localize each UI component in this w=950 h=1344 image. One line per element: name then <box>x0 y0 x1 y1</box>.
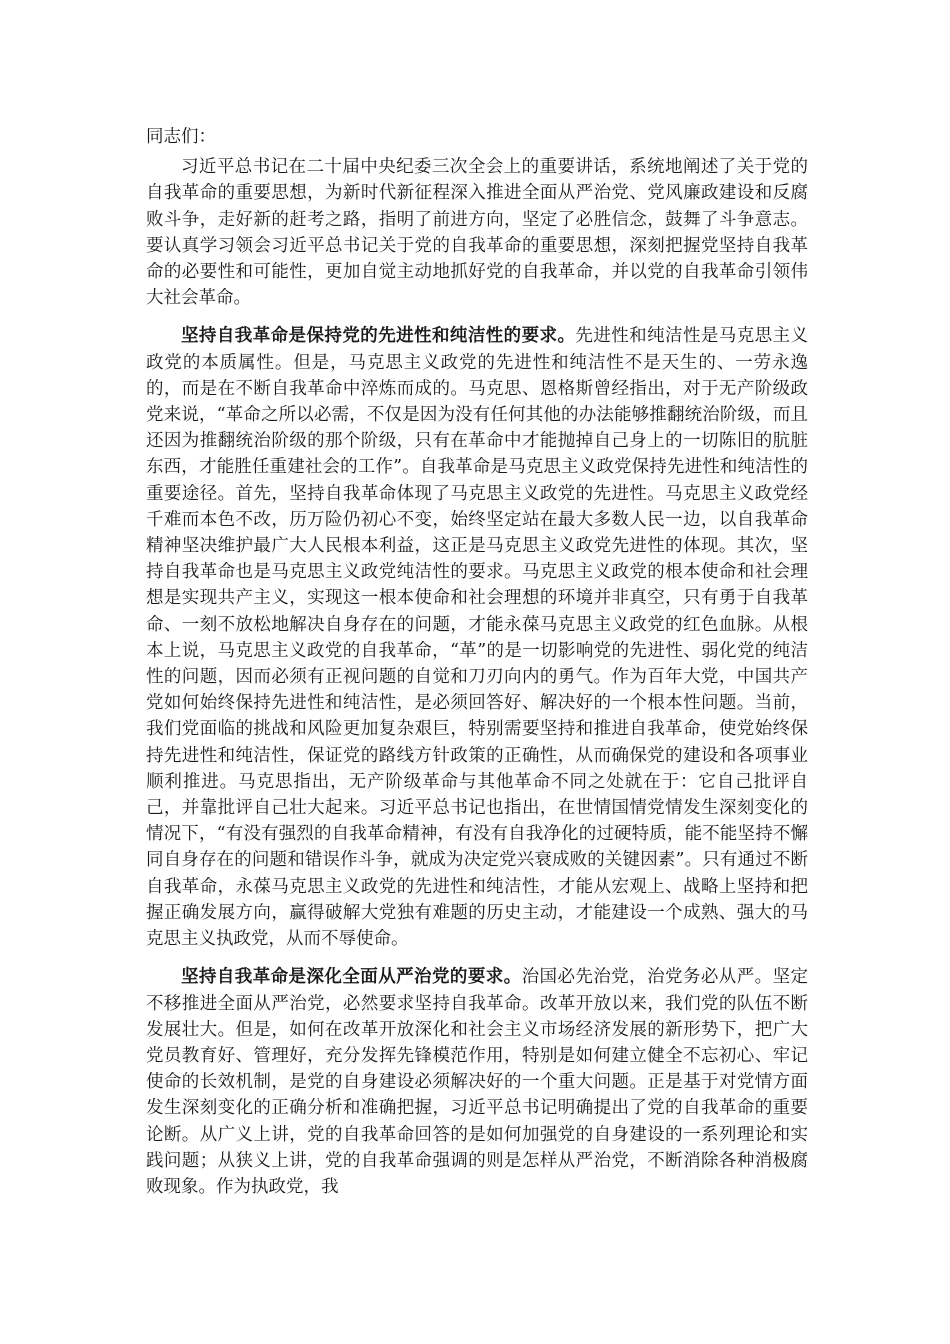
paragraph-advancement-purity <box>146 323 808 952</box>
paragraph-body: 治国必先治党，治党务必从严。坚定不移推进全面从严治党，必然要求坚持自我革命。改革开放以来，我们党的队伍不断发展壮大。但是，如何在改革开放深化和社会主义市场经济发展的新形势下，把广大党员教育好、管理好，充分发挥先锋模范作用，特别是如何建立健全不忘初心、牢记使命的长效机制，是党的自身建设必须解决好的一个重大问题。正是基于对党情方面发生深刻变化的正确分析和准确把握，习近平总书记明确提出了党的自我革命的重要论断。从广义上讲，党的自我革命回答的是如何加强党的自身建设的一系列理论和实践问题；从狭义上讲，党的自我革命强调的则是怎样从严治党，不断消除各种消极腐败现象。作为执政党，我 <box>146 967 809 1197</box>
paragraph-body: 先进性和纯洁性是马克思主义政党的本质属性。但是，马克思主义政党的先进性和纯洁性不是天生的、一劳永逸的，而是在不断自我革命中淬炼而成的。马克思、恩格斯曾经指出，对于无产阶级政党来说，“革命之所以必需，不仅是因为没有任何其他的办法能够推翻统治阶级，而且还因为推翻统治阶级的那个阶级，只有在革命中才能抛掉自己身上的一切陈旧的肮脏东西，才能胜任重建社会的工作”。自我革命是马克思主义政党保持先进性和纯洁性的重要途径。首先，坚持自我革命体现了马克思主义政党的先进性。马克思主义政党经千难而本色不改，历万险仍初心不变，始终坚定站在最大多数人民一边，以自我革命精神坚决维护最广大人民根本利益，这正是马克思主义政党先进性的体现。其次，坚持自我革命也是马克思主义政党纯洁性的要求。马克思主义政党的根本使命和社会理想是实现共产主义，实现这一根本使命和社会理想的环境并非真空，只有勇于自我革命、一刻不放松地解决自身存在的问题，才能永葆马克思主义政党的红色血脉。从根本上说，马克思主义政党的自我革命，“革”的是一切影响党的先进性、弱化党的纯洁性的问题，因而必须有正视问题的自觉和刀刃向内的勇气。作为百年大党，中国共产党如何始终保持先进性和纯洁性，是必须回答好、解决好的一个根本性问题。当前，我们党面临的挑战和风险更加复杂艰巨，特别需要坚持和推进自我革命，使党始终保持先进性和纯洁性，保证党的路线方针政策的正确性，从而确保党的建设和各项事业顺利推进。马克思指出，无产阶级革命与其他革命不同之处就在于：它自己批评自己，并靠批评自己壮大起来。习近平总书记也指出，在世情国情党情发生深刻变化的情况下，“有没有强烈的自我革命精神，有没有自我净化的过硬特质，能不能坚持不懈同自身存在的问题和错误作斗争，就成为决定党兴衰成败的关键因素”。只有通过不断自我革命，永葆马克思主义政党的先进性和纯洁性，才能从宏观上、战略上坚持和把握正确发展方向，赢得破解大党独有难题的历史主动，才能建设一个成熟、强大的马克思主义执政党，从而不辱使命。 <box>146 326 809 950</box>
document-page <box>146 124 808 1212</box>
paragraph-intro-body: 习近平总书记在二十届中央纪委三次全会上的重要讲话，系统地阐述了关于党的自我革命的重要思想，为新时代新征程深入推进全面从严治党、党风廉政建设和反腐败斗争，走好新的赶考之路，指明了前进方向，坚定了必胜信念，鼓舞了斗争意志。要认真学习领会习近平总书记关于党的自我革命的重要思想，深刻把握党坚持自我革命的必要性和可能性，更加自觉主动地抓好党的自我革命，并以党的自我革命引领伟大社会革命。 <box>146 157 808 309</box>
paragraph-heading: 坚持自我革命是保持党的先进性和纯洁性的要求。 <box>181 326 576 347</box>
salutation: 同志们： <box>146 127 216 147</box>
paragraph-intro <box>146 154 808 311</box>
paragraph-heading: 坚持自我革命是深化全面从严治党的要求。 <box>181 967 522 988</box>
paragraph-strict-governance <box>146 964 808 1200</box>
